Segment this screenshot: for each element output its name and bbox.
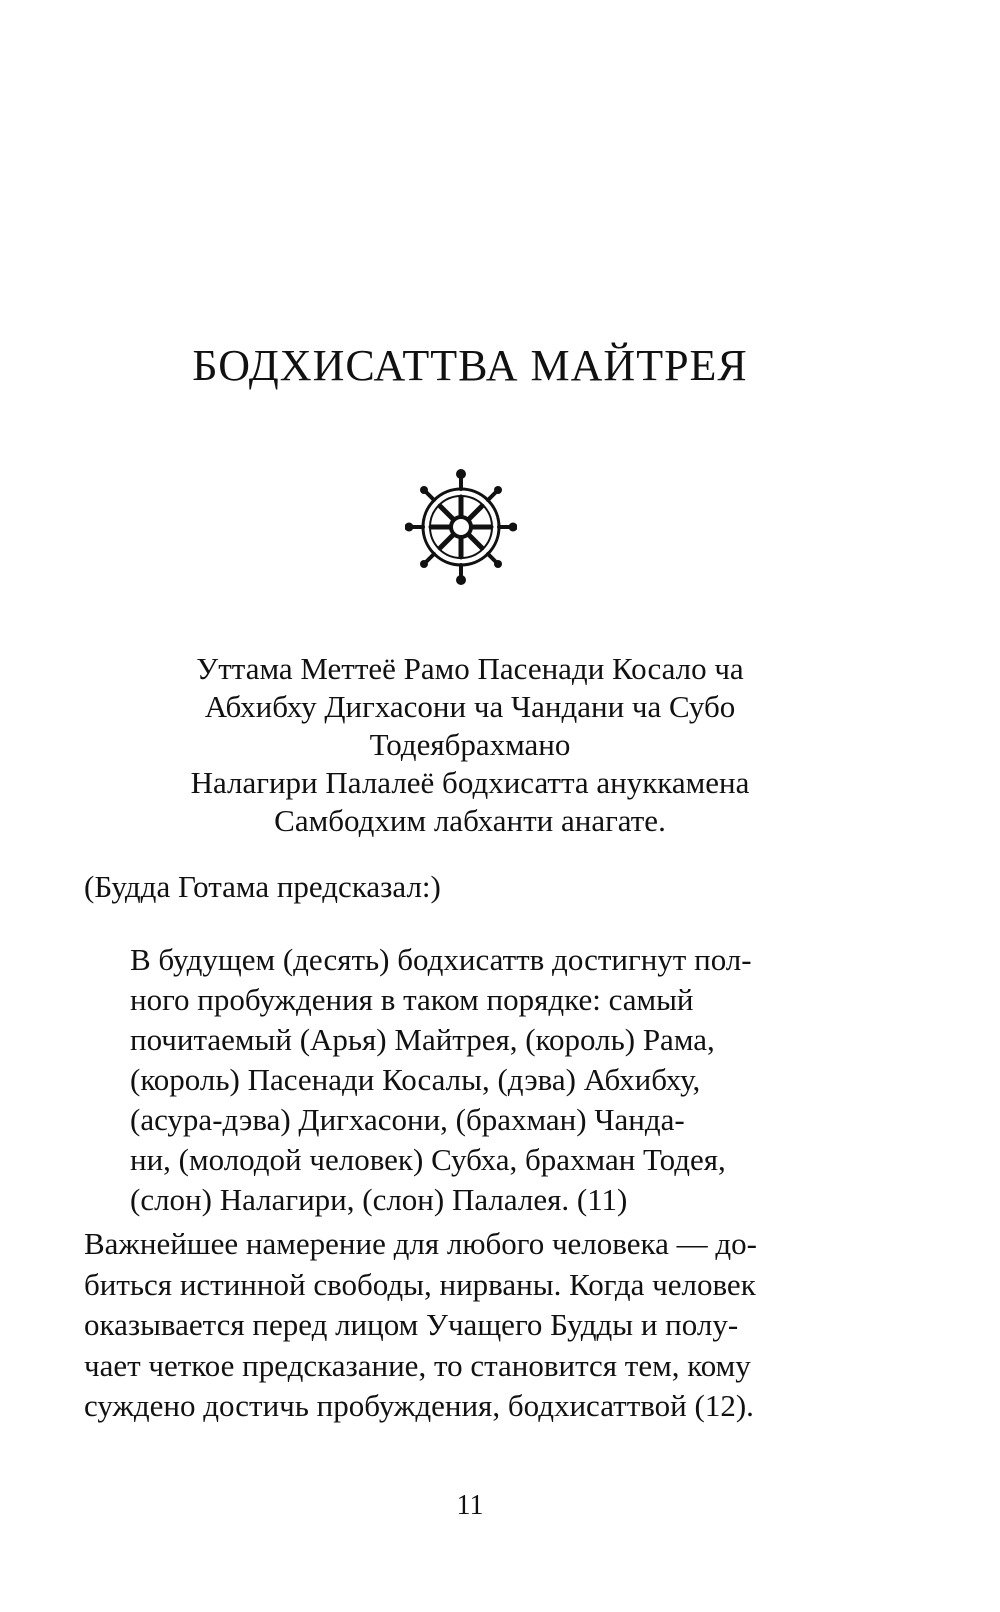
translation-line: ни, (молодой человек) Субха, брахман Тодея, bbox=[130, 1142, 726, 1177]
verse-line: Самбодхим лабханти анагате. bbox=[274, 803, 666, 838]
dharma-wheel-icon bbox=[405, 466, 517, 588]
commentary-line: чает четкое предсказание, то становится тем, кому bbox=[84, 1347, 751, 1383]
page-number: 11 bbox=[456, 1490, 484, 1521]
attribution: (Будда Готама предсказал:) bbox=[84, 869, 441, 904]
translation-line: (король) Пасенади Косалы, (дэва) Абхибху, bbox=[130, 1062, 701, 1097]
translation-line: почитаемый (Арья) Майтрея, (король) Рама, bbox=[130, 1022, 715, 1057]
verse-line: Уттама Меттеё Рамо Пасенади Косало ча bbox=[196, 651, 744, 686]
commentary-line: оказывается перед лицом Учащего Будды и полу- bbox=[84, 1307, 739, 1342]
verse-line: Налагири Палалеё бодхисатта ануккамена bbox=[190, 765, 750, 800]
commentary-paragraph bbox=[84, 1224, 757, 1427]
translation-line: В будущем (десять) бодхисаттв достигнут пол- bbox=[130, 942, 752, 977]
translation-block bbox=[130, 940, 752, 1220]
translation-line: (асура-дэва) Дигхасони, (брахман) Чанда- bbox=[130, 1102, 685, 1137]
verse-line: Абхибху Дигхасони ча Чандани ча Субо bbox=[204, 689, 736, 724]
translation-line: ного пробуждения в таком порядке: самый bbox=[130, 982, 694, 1017]
verse-line: Тодеябрахмано bbox=[369, 727, 571, 762]
chapter-title: БОДХИСАТТВА МАЙТРЕЯ bbox=[192, 341, 748, 390]
commentary-line: суждено достичь пробуждения, бодхисаттвой (12). bbox=[84, 1388, 754, 1423]
pali-verse bbox=[0, 650, 940, 840]
translation-line: (слон) Налагири, (слон) Палалея. (11) bbox=[130, 1182, 628, 1217]
commentary-line: Важнейшее намерение для любого человека — до- bbox=[84, 1226, 757, 1261]
commentary-line: биться истинной свободы, нирваны. Когда человек bbox=[84, 1266, 756, 1302]
